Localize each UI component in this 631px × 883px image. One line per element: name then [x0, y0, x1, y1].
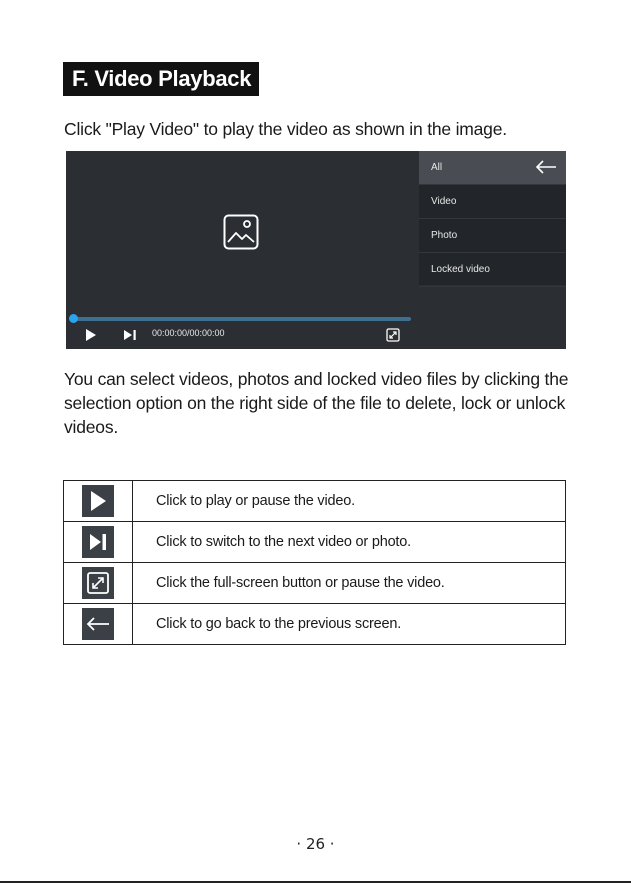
fullscreen-icon[interactable]: [386, 328, 400, 342]
icon-legend-table: [63, 480, 566, 645]
play-icon[interactable]: [85, 328, 97, 342]
playback-screenshot: [66, 151, 566, 349]
fullscreen-icon: [82, 567, 114, 599]
menu-item-label: Video: [431, 196, 457, 207]
play-icon: [82, 485, 114, 517]
menu-item-all[interactable]: [419, 151, 566, 185]
table-row: [64, 522, 566, 563]
menu-item-video[interactable]: [419, 185, 566, 219]
back-arrow-icon: [82, 608, 114, 640]
legend-text: Click to play or pause the video.: [133, 481, 566, 522]
image-placeholder-icon: [223, 214, 259, 250]
progress-knob[interactable]: [69, 314, 78, 323]
next-icon[interactable]: [123, 329, 137, 341]
legend-text: Click to switch to the next video or photo.: [133, 522, 566, 563]
menu-item-locked-video[interactable]: [419, 253, 566, 287]
progress-bar[interactable]: [73, 317, 411, 321]
page-number: · 26 ·: [296, 835, 335, 853]
table-row: [64, 604, 566, 645]
file-filter-menu: [419, 151, 566, 285]
next-icon: [82, 526, 114, 558]
legend-text: Click the full-screen button or pause the video.: [133, 563, 566, 604]
section-heading: F. Video Playback: [63, 62, 259, 96]
playback-time: 00:00:00/00:00:00: [152, 328, 225, 338]
menu-item-label: Locked video: [431, 264, 490, 275]
menu-item-photo[interactable]: [419, 219, 566, 253]
intro-text: Click "Play Video" to play the video as shown in the image.: [64, 119, 507, 139]
legend-text: Click to go back to the previous screen.: [133, 604, 566, 645]
back-arrow-icon[interactable]: [535, 159, 557, 175]
table-row: [64, 481, 566, 522]
table-row: [64, 563, 566, 604]
menu-item-label: All: [431, 162, 443, 173]
menu-item-label: Photo: [431, 230, 458, 241]
description-text: You can select videos, photos and locked video files by clicking the selection option on the right side of the file to delete, lock or unlock videos.: [64, 369, 569, 437]
